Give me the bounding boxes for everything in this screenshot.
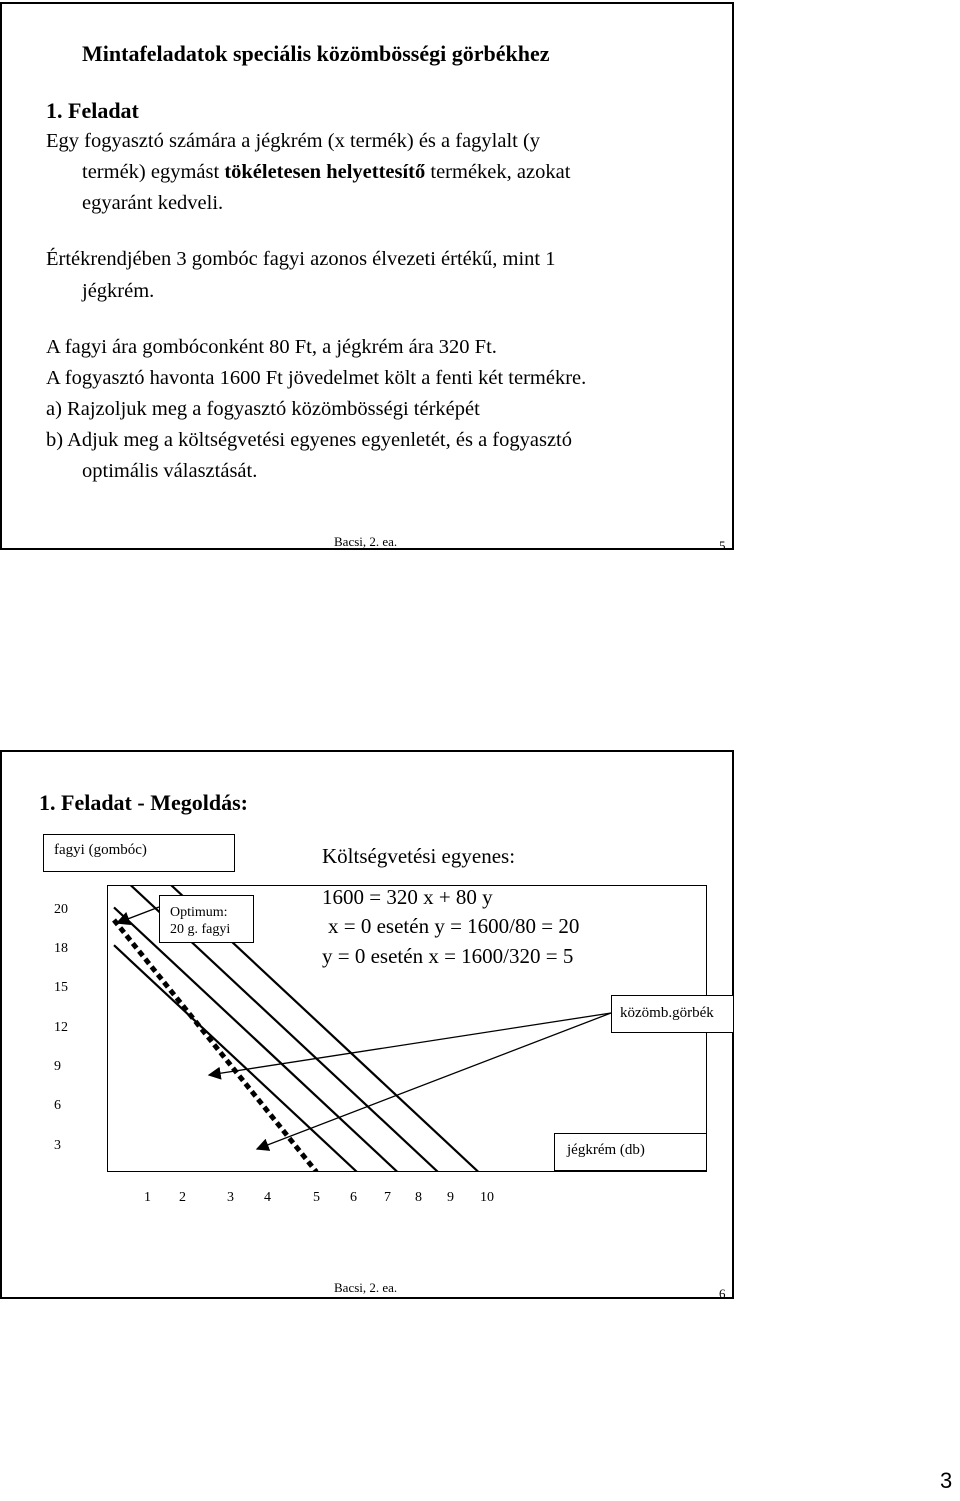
y-tick-label: 18 <box>54 941 68 956</box>
budget-x-zero: x = 0 esetén y = 1600/80 = 20 <box>328 914 580 938</box>
x-tick-label: 8 <box>415 1190 422 1205</box>
y-tick-label: 20 <box>54 902 68 917</box>
list-item-b-cont: optimális választását. <box>82 460 258 482</box>
indifference-arrow <box>257 1013 611 1149</box>
slide-5 <box>0 2 734 553</box>
paragraph-line: A fogyasztó havonta 1600 Ft jövedelmet költ a fenti két termékre. <box>46 367 587 389</box>
indifference-label-box <box>611 995 734 1033</box>
paragraph-line: jégkrém. <box>82 280 155 302</box>
paragraph-line <box>82 157 570 188</box>
x-tick-label: 5 <box>313 1190 320 1205</box>
y-axis-label: fagyi (gombóc) <box>54 842 147 858</box>
x-tick-label: 2 <box>179 1190 186 1205</box>
x-tick-label: 7 <box>384 1190 391 1205</box>
y-axis-label-box <box>43 834 235 872</box>
x-axis-label: jégkrém (db) <box>567 1142 645 1158</box>
slide-title: 1. Feladat - Megoldás: <box>39 790 248 815</box>
slide-footer: Bacsi, 2. ea. <box>334 1280 398 1295</box>
x-tick-label: 1 <box>144 1190 151 1205</box>
y-tick-label: 9 <box>54 1059 61 1074</box>
y-tick-label: 12 <box>54 1020 68 1035</box>
list-item-b: b) Adjuk meg a költségvetési egyenes egyenletét, és a fogyasztó <box>46 429 573 451</box>
paragraph-line: A fagyi ára gombóconként 80 Ft, a jégkrém ára 320 Ft. <box>46 336 497 358</box>
indifference-curve <box>114 945 357 1172</box>
budget-heading: Költségvetési egyenes: <box>322 844 516 868</box>
budget-equation: 1600 = 320 x + 80 y <box>322 885 493 909</box>
x-tick-label: 10 <box>480 1190 494 1205</box>
indifference-label: közömb.görbék <box>620 1005 714 1021</box>
page-number: 5 <box>719 538 726 553</box>
budget-line <box>114 920 317 1172</box>
slide-6 <box>0 750 734 1299</box>
x-tick-label: 3 <box>227 1190 234 1205</box>
text-run: termék) egymást <box>82 161 225 183</box>
y-tick-label: 3 <box>54 1138 61 1153</box>
bold-text: tökéletesen helyettesítő <box>224 161 426 183</box>
y-tick-label: 15 <box>54 980 68 995</box>
x-tick-label: 9 <box>447 1190 454 1205</box>
page-corner-number: 3 <box>940 1468 953 1493</box>
x-tick-label: 4 <box>264 1190 271 1205</box>
list-item-a: a) Rajzoljuk meg a fogyasztó közömbösségi térképét <box>46 398 480 420</box>
paragraph-line: Értékrendjében 3 gombóc fagyi azonos élvezeti értékű, mint 1 <box>46 248 556 270</box>
y-tick-label: 6 <box>54 1098 61 1113</box>
budget-y-zero: y = 0 esetén x = 1600/320 = 5 <box>322 944 574 968</box>
x-axis-label-box <box>554 1133 707 1171</box>
optimum-label-line2: 20 g. fagyi <box>170 922 231 937</box>
optimum-label-line1: Optimum: <box>170 905 228 920</box>
slide-footer: Bacsi, 2. ea. <box>334 534 398 549</box>
text-run: termékek, azokat <box>425 161 571 183</box>
task-heading: 1. Feladat <box>46 98 139 123</box>
indifference-arrow <box>209 1013 611 1075</box>
slide-title: Mintafeladatok speciális közömbösségi görbékhez <box>82 41 550 66</box>
paragraph-line: Egy fogyasztó számára a jégkrém (x termék) és a fagylalt (y <box>46 130 541 152</box>
page-number: 6 <box>719 1286 726 1301</box>
x-tick-label: 6 <box>350 1190 357 1205</box>
optimum-label-box <box>159 895 254 943</box>
paragraph-line: egyaránt kedveli. <box>82 192 224 214</box>
